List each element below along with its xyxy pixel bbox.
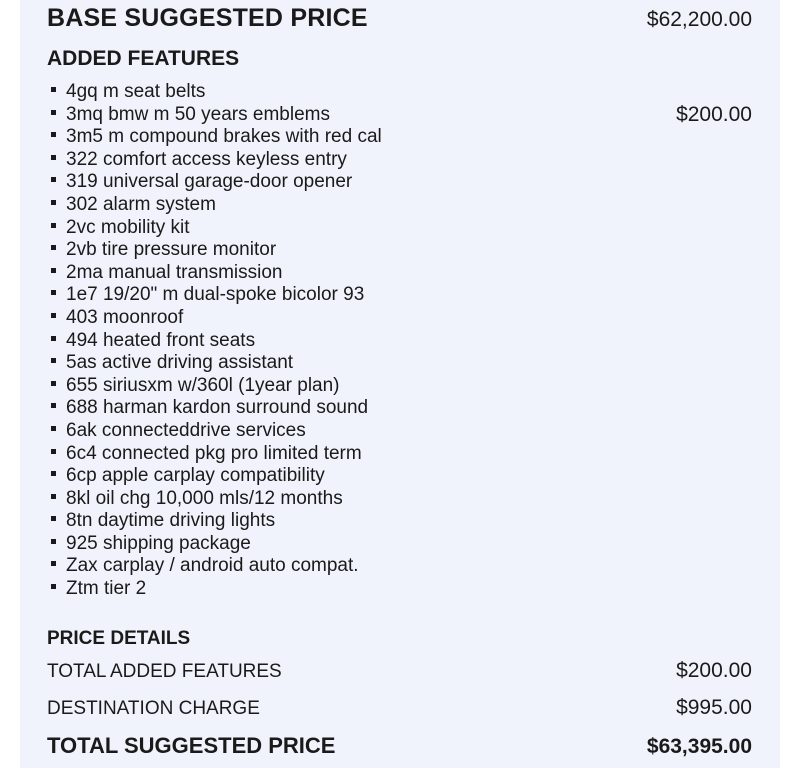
total-added-features-value: $200.00 [676,659,752,682]
total-added-features-label: TOTAL ADDED FEATURES [47,661,282,682]
added-features-list [50,81,470,601]
feature-item: 403 moonroof [50,307,470,330]
feature-item: 6ak connecteddrive services [50,420,470,443]
feature-item: 8tn daytime driving lights [50,510,470,533]
feature-item: 8kl oil chg 10,000 mls/12 months [50,488,470,511]
destination-charge-value: $995.00 [676,696,752,719]
total-added-features-row [47,659,752,683]
feature-item: 688 harman kardon surround sound [50,397,470,420]
feature-item: 319 universal garage-door opener [50,171,470,194]
destination-charge-label: DESTINATION CHARGE [47,698,260,719]
feature-price: $200.00 [676,103,752,126]
feature-item: 302 alarm system [50,194,470,217]
feature-item: 6c4 connected pkg pro limited term [50,443,470,466]
feature-item: Ztm tier 2 [50,578,470,601]
base-price-row [47,4,752,33]
feature-item: 494 heated front seats [50,330,470,353]
total-suggested-price-label: TOTAL SUGGESTED PRICE [47,733,336,758]
feature-item: 4gq m seat belts [50,81,470,104]
feature-item: 2ma manual transmission [50,262,470,285]
feature-item: 6cp apple carplay compatibility [50,465,470,488]
added-features-title: ADDED FEATURES [47,47,240,70]
total-suggested-price-row [47,733,752,759]
feature-item: 1e7 19/20" m dual-spoke bicolor 93 [50,284,470,307]
destination-charge-row [47,696,752,720]
base-price-title: BASE SUGGESTED PRICE [47,4,368,32]
feature-item: 2vb tire pressure monitor [50,239,470,262]
feature-item: 322 comfort access keyless entry [50,149,470,172]
feature-item: 2vc mobility kit [50,217,470,240]
price-details-title: PRICE DETAILS [47,628,191,649]
feature-item: 655 siriusxm w/360l (1year plan) [50,375,470,398]
base-price-value: $62,200.00 [646,8,752,31]
feature-item: 3m5 m compound brakes with red cal [50,126,470,149]
feature-item: 5as active driving assistant [50,352,470,375]
feature-item: 925 shipping package [50,533,470,556]
feature-item: 3mq bmw m 50 years emblems [50,104,470,127]
total-suggested-price-value: $63,395.00 [646,735,752,758]
feature-item: Zax carplay / android auto compat. [50,555,470,578]
